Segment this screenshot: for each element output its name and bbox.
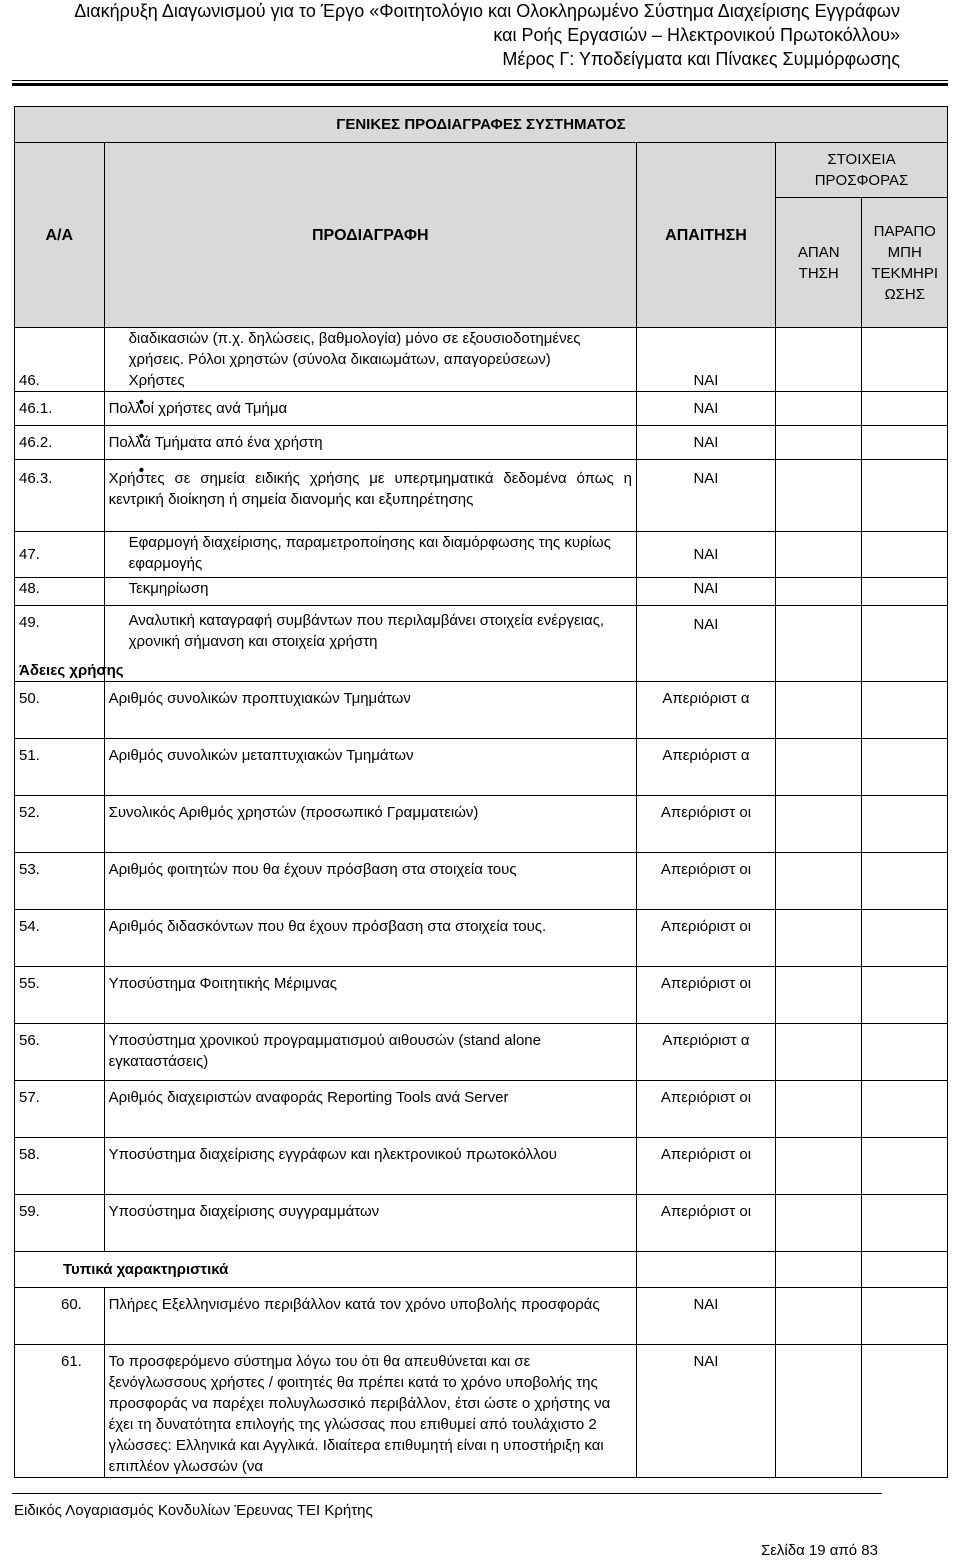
- row-requirement: ΝΑΙ: [636, 532, 775, 578]
- row-spec: Πλήρες Εξελληνισμένο περιβάλλον κατά τον χρόνο υποβολής προσφοράς: [104, 1288, 636, 1345]
- row-requirement: ΝΑΙ: [636, 1288, 775, 1345]
- table-row: [15, 796, 948, 853]
- footer-divider: [12, 1493, 882, 1494]
- header-divider: [12, 80, 948, 81]
- row-number: 50.: [15, 682, 105, 739]
- row-spec: Υποσύστημα χρονικού προγραμματισμού αιθουσών (stand alone εγκαταστάσεις): [104, 1024, 636, 1081]
- row-spec: • Πολλοί χρήστες ανά Τμήμα: [104, 392, 636, 426]
- column-header-requirement: ΑΠΑΙΤΗΣΗ: [636, 143, 775, 328]
- table-row: [15, 578, 948, 606]
- row-number: 58.: [15, 1138, 105, 1195]
- row-number: 59.: [15, 1195, 105, 1252]
- row-requirement: ΝΑΙ: [636, 460, 775, 532]
- table-row: [15, 739, 948, 796]
- row-spec: • Χρήστες σε σημεία ειδικής χρήσης με υπερτμηματικά δεδομένα όπως η κεντρική διοίκηση ή σημεία διανομής και εξυπηρέτησης: [104, 460, 636, 532]
- row-spec: Αριθμός φοιτητών που θα έχουν πρόσβαση στα στοιχεία τους: [104, 853, 636, 910]
- table-row: [15, 853, 948, 910]
- row-number: 49.: [19, 614, 40, 631]
- header-divider-thick: [12, 83, 948, 86]
- row-number: 46.: [15, 328, 105, 392]
- column-header-reference: ΠΑΡΑΠΟ ΜΠΗ ΤΕΚΜΗΡΙ ΩΣΗΣ: [862, 198, 948, 328]
- row-spec: Αναλυτική καταγραφή συμβάντων που περιλαμβάνει στοιχεία ενέργειας, χρονική σήμανση και στοιχεία χρήστη: [104, 606, 636, 682]
- row-requirement: Απεριόριστ οι: [636, 1081, 775, 1138]
- row-number: 47.: [15, 532, 105, 578]
- row-requirement: Απεριόριστ οι: [636, 853, 775, 910]
- row-number: 61.: [15, 1345, 105, 1478]
- row-spec: Τεκμηρίωση: [104, 578, 636, 606]
- row-number: 60.: [15, 1288, 105, 1345]
- section-heading-typical: Τυπικά χαρακτηριστικά: [15, 1252, 637, 1288]
- column-header-answer: ΑΠΑΝ ΤΗΣΗ: [775, 198, 862, 328]
- table-row: [15, 967, 948, 1024]
- column-header-aa: Α/Α: [15, 143, 105, 328]
- row-spec: • Πολλά Τμήματα από ένα χρήστη: [104, 426, 636, 460]
- row-spec: Υποσύστημα διαχείρισης συγγραμμάτων: [104, 1195, 636, 1252]
- header-title-line1: Διακήρυξη Διαγωνισμού για το Έργο «Φοιτητολόγιο και Ολοκληρωμένο Σύστημα Διαχείρισης Εγγράφων: [74, 1, 900, 21]
- table-row: [15, 1081, 948, 1138]
- row-number: 51.: [15, 739, 105, 796]
- row-requirement: Απεριόριστ α: [636, 1024, 775, 1081]
- row-spec: Υποσύστημα Φοιτητικής Μέριμνας: [104, 967, 636, 1024]
- row-number: 46.2.: [15, 426, 105, 460]
- row-spec: Εφαρμογή διαχείρισης, παραμετροποίησης και διαμόρφωσης της κυρίως εφαρμογής: [104, 532, 636, 578]
- row-requirement: ΝΑΙ: [636, 392, 775, 426]
- header-title-line2: και Ροής Εργασιών – Ηλεκτρονικού Πρωτοκόλλου»: [493, 25, 900, 45]
- row-requirement: Απεριόριστ οι: [636, 967, 775, 1024]
- footer-organization: Ειδικός Λογαριασμός Κονδυλίων Έρευνας ΤΕΙ Κρήτης: [14, 1502, 373, 1519]
- table-title: ΓΕΝΙΚΕΣ ΠΡΟΔΙΑΓΡΑΦΕΣ ΣΥΣΤΗΜΑΤΟΣ: [15, 107, 948, 143]
- row-spec-continuation: διαδικασιών (π.χ. δηλώσεις, βαθμολογία) μόνο σε εξουσιοδοτημένες χρήσεις. Ρόλοι χρηστών (σύνολα δικαιωμάτων, απαγορεύσεων): [128, 330, 581, 368]
- row-number: 57.: [15, 1081, 105, 1138]
- specification-table: [14, 106, 948, 1478]
- row-requirement: ΝΑΙ: [636, 606, 775, 682]
- table-row: [15, 426, 948, 460]
- row-requirement: ΝΑΙ: [636, 426, 775, 460]
- section-heading-licenses: Άδειες χρήσης: [19, 662, 124, 679]
- table-row: [15, 1024, 948, 1081]
- row-spec: Συνολικός Αριθμός χρηστών (προσωπικό Γραμματειών): [104, 796, 636, 853]
- page-number: Σελίδα 19 από 83: [760, 1542, 878, 1559]
- row-spec: Αριθμός συνολικών μεταπτυχιακών Τμημάτων: [104, 739, 636, 796]
- row-requirement: Απεριόριστ οι: [636, 1138, 775, 1195]
- row-number: 53.: [15, 853, 105, 910]
- row-requirement: ΝΑΙ: [636, 1345, 775, 1478]
- table-row: [15, 606, 948, 682]
- row-requirement: ΝΑΙ: [636, 578, 775, 606]
- table-row: [15, 328, 948, 392]
- table-row: [15, 1195, 948, 1252]
- row-requirement: Απεριόριστ α: [636, 739, 775, 796]
- row-requirement: Απεριόριστ οι: [636, 796, 775, 853]
- row-number: 54.: [15, 910, 105, 967]
- header-subtitle: Μέρος Γ: Υποδείγματα και Πίνακες Συμμόρφωσης: [502, 49, 900, 69]
- table-row: [15, 460, 948, 532]
- row-spec: Αριθμός διδασκόντων που θα έχουν πρόσβαση στα στοιχεία τους.: [104, 910, 636, 967]
- table-row: [15, 1138, 948, 1195]
- row-number: 56.: [15, 1024, 105, 1081]
- table-row: [15, 910, 948, 967]
- table-row: [15, 682, 948, 739]
- table-row: [15, 532, 948, 578]
- table-row: [15, 1345, 948, 1478]
- row-spec: Αριθμός διαχειριστών αναφοράς Reporting Tools ανά Server: [104, 1081, 636, 1138]
- row-spec: Υποσύστημα διαχείρισης εγγράφων και ηλεκτρονικού πρωτοκόλλου: [104, 1138, 636, 1195]
- row-number: 46.3.: [15, 460, 105, 532]
- row-requirement: ΝΑΙ: [636, 328, 775, 392]
- row-requirement: Απεριόριστ οι: [636, 910, 775, 967]
- row-number: 52.: [15, 796, 105, 853]
- row-requirement: Απεριόριστ α: [636, 682, 775, 739]
- table-row: [15, 392, 948, 426]
- row-number: 46.1.: [15, 392, 105, 426]
- row-spec: Το προσφερόμενο σύστημα λόγω του ότι θα απευθύνεται και σε ξενόγλωσσους χρήστες / φοιτητές θα πρέπει κατά το χρόνο υποβολής της προσφοράς να παρέχει πολυγλωσσικό περιβάλλον, έτσι ώστε ο χρήστης να έχει τη δυνατότητα επιλογής της γλώσσας που επιθυμεί από τουλάχιστο 2 γλώσσες: Ελληνικά και Αγγλικά. Ιδιαίτερα επιθυμητή είναι η υποστήριξη και επιπλέον γλωσσών (να: [104, 1345, 636, 1478]
- table-row: [15, 1288, 948, 1345]
- column-header-offer: ΣΤΟΙΧΕΙΑ ΠΡΟΣΦΟΡΑΣ: [775, 143, 947, 198]
- row-requirement: Απεριόριστ οι: [636, 1195, 775, 1252]
- row-number: 48.: [15, 578, 105, 606]
- column-header-spec: ΠΡΟΔΙΑΓΡΑΦΗ: [104, 143, 636, 328]
- row-spec: Χρήστες: [128, 372, 185, 389]
- row-number: 55.: [15, 967, 105, 1024]
- row-spec: Αριθμός συνολικών προπτυχιακών Τμημάτων: [104, 682, 636, 739]
